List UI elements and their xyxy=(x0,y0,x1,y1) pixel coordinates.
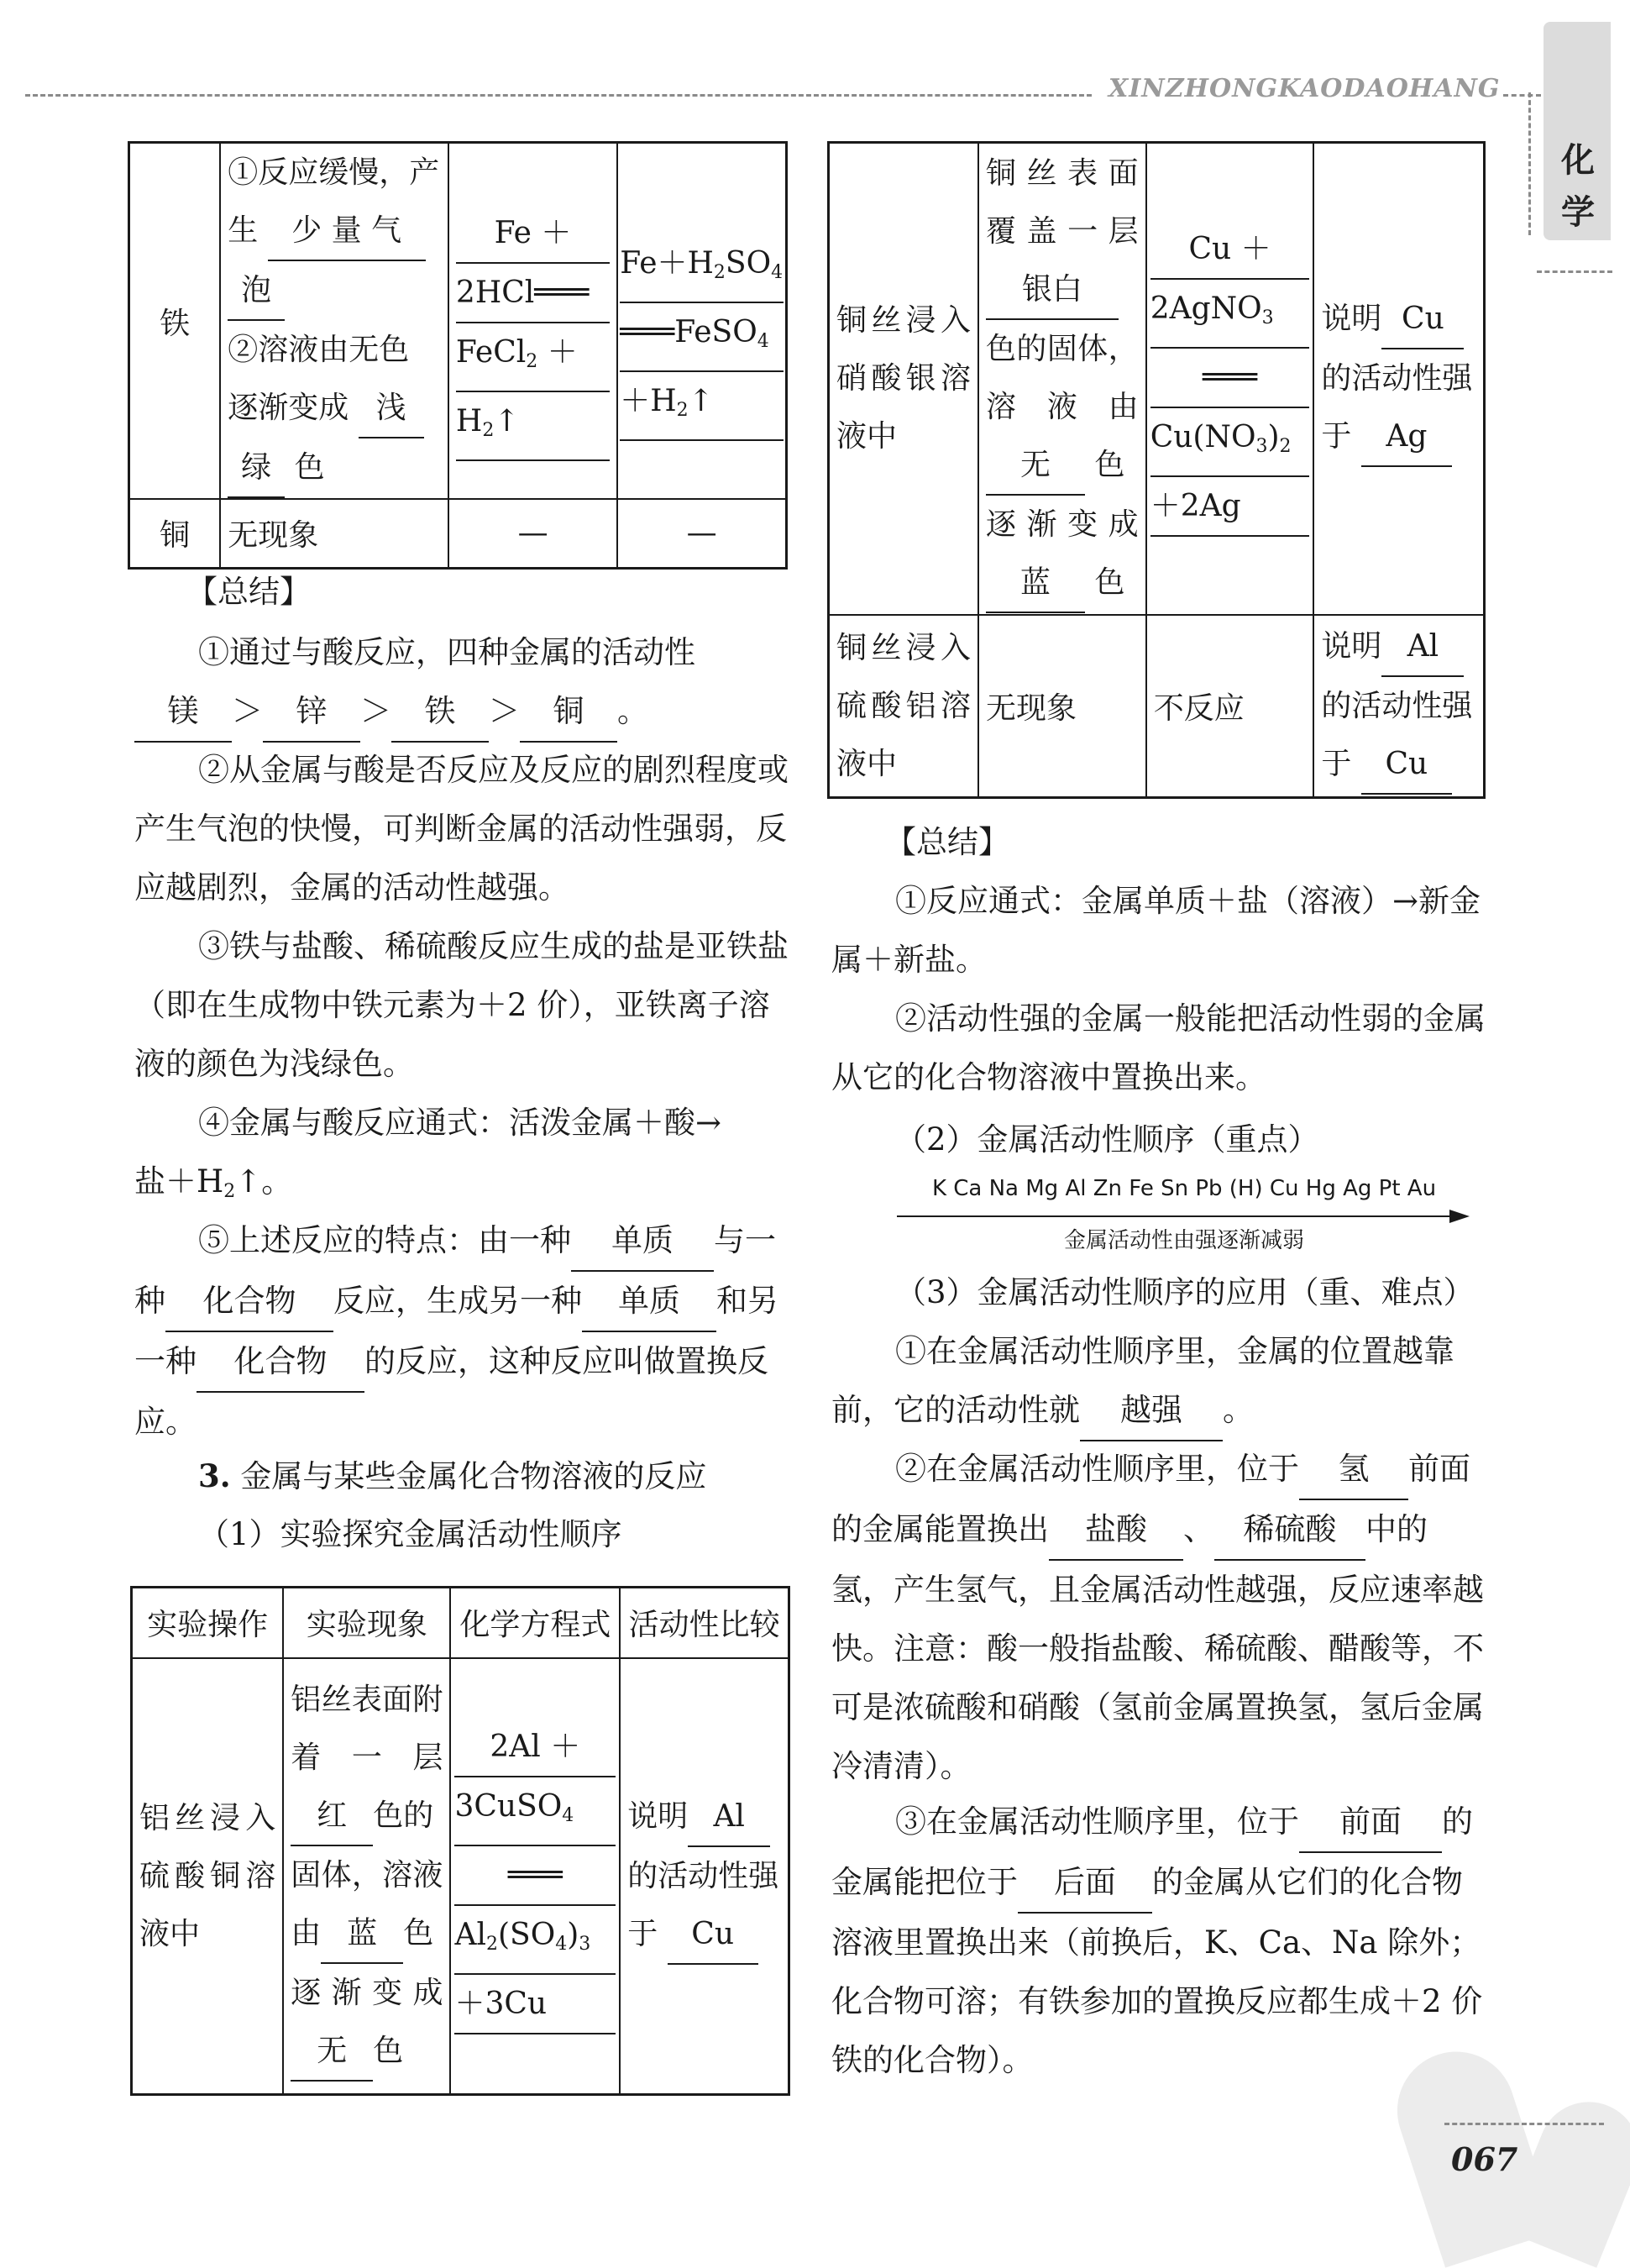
eq-sub: 2 xyxy=(486,1933,498,1955)
phen-text: 色 xyxy=(373,2033,404,2068)
phen-line: ②溶液由无色 xyxy=(228,333,410,367)
cmp-line: 的活动性强 xyxy=(1321,361,1473,396)
summary-text: 。 xyxy=(617,693,648,729)
eq-text: ) xyxy=(1267,420,1280,455)
salt-reaction-table-2 xyxy=(827,141,1486,799)
op-line: 液中 xyxy=(836,419,898,454)
section-3-title xyxy=(198,1446,706,1506)
phen-line xyxy=(228,261,441,321)
subsection-3-title: （3）金属活动性顺序的应用（重、难点） xyxy=(895,1274,1475,1310)
app-text: 中的氢，产生氢气，且金属活动性越强，反应速率越快。注意：酸一般指盐酸、稀硫酸、醋酸等，不可是浓硫酸和硝酸（氢前金属置换氢，氢后金属冷清清）。 xyxy=(831,1511,1484,1784)
cmp-text: 于 xyxy=(1321,746,1352,781)
eq-line xyxy=(454,1777,616,1846)
summary-title-right: 【总结】 xyxy=(885,824,1009,860)
phen-text: 生 xyxy=(228,213,259,248)
app-text: 、 xyxy=(1183,1511,1214,1547)
eq-text: 3CuSO xyxy=(454,1788,563,1824)
answer-blank: 铜 xyxy=(520,682,617,743)
answer-blank: 无 xyxy=(986,436,1085,496)
activity-arrow-line xyxy=(897,1215,1451,1217)
eq-text: FeCl xyxy=(455,335,527,370)
header-phenomenon: 实验现象 xyxy=(283,1588,450,1658)
answer-blank: 蓝 xyxy=(321,1904,403,1964)
app-text: ③在金属活动性顺序里，位于 xyxy=(895,1803,1299,1840)
eq-line: ＋2Ag xyxy=(1150,477,1310,537)
cmp-line xyxy=(627,1905,781,1965)
summary-item-1-blanks xyxy=(134,682,789,743)
eq-sub: 3 xyxy=(1255,436,1268,458)
section-3-subtitle: （1）实验探究金属活动性顺序 xyxy=(198,1516,622,1552)
phen-line: 固体，溶液 xyxy=(291,1857,443,1893)
page-number: 067 xyxy=(1451,2140,1518,2178)
cmp-text: 说明 xyxy=(1321,302,1382,337)
eq-text: (SO xyxy=(498,1917,556,1952)
cmp-line xyxy=(1321,617,1476,677)
eq-sub: 2 xyxy=(482,420,495,441)
answer-blank: 稀硫酸 xyxy=(1214,1500,1365,1561)
eq-text: ↑ xyxy=(494,404,520,438)
phen-text: 逐渐变成 xyxy=(228,391,349,425)
eq-sub: 2 xyxy=(526,351,538,372)
eq-text: ＋H xyxy=(620,384,677,418)
cell-metal-copper: 铜 xyxy=(129,499,221,568)
summary-sub: 2 xyxy=(223,1181,236,1202)
phen-text: 色的 xyxy=(373,1798,434,1833)
cmp-text: 说明 xyxy=(1321,628,1382,664)
eq-text: SO xyxy=(725,246,772,281)
gt-sign: ＞ xyxy=(232,693,263,729)
phen-line xyxy=(291,1904,443,1964)
eq-sub: 4 xyxy=(757,331,769,352)
phen-text: 色 xyxy=(1094,447,1125,482)
header-comparison: 活动性比较 xyxy=(620,1588,789,1658)
cell-comparison xyxy=(620,1658,789,2095)
eq-line xyxy=(1150,280,1310,349)
summary-title-left: 【总结】 xyxy=(186,574,311,610)
eq-line xyxy=(620,234,784,303)
salt-reaction-table-1 xyxy=(130,1586,790,2096)
eq-sign: ═══ xyxy=(534,276,590,310)
header-pinyin: XINZHONGKAODAOHANG xyxy=(1109,74,1501,103)
answer-blank: 绿 xyxy=(228,438,285,498)
header-operation: 实验操作 xyxy=(132,1588,284,1658)
phen-line xyxy=(291,1787,443,1846)
cell-equation xyxy=(450,1658,620,2095)
answer-blank: 单质 xyxy=(582,1272,716,1332)
cell-iron-hcl-equation xyxy=(448,143,617,500)
op-line: 硝酸银溶 xyxy=(836,361,971,396)
answer-blank: Cu xyxy=(1361,735,1452,795)
summary-text: ⑤上述反应的特点：由一种 xyxy=(198,1222,571,1258)
eq-text: Fe＋H xyxy=(620,246,714,281)
gt-sign: ＞ xyxy=(489,693,520,729)
phen-line: 逐渐变成 xyxy=(985,507,1139,542)
subsection-2-title: （2）金属活动性顺序（重点） xyxy=(895,1121,1319,1158)
phen-text: 色 xyxy=(1094,564,1125,600)
op-line: 铜丝浸入 xyxy=(836,630,971,665)
eq-text: ↑ xyxy=(688,384,714,418)
phen-line xyxy=(986,260,1139,320)
cell-comparison xyxy=(1313,615,1484,798)
eq-text: Al xyxy=(454,1917,486,1952)
summary-item-3: ③铁与盐酸、稀硫酸反应生成的盐是亚铁盐（即在生成物中铁元素为＋2 价），亚铁离子溶液的颜色为浅绿色。 xyxy=(134,928,789,1082)
summary-item-1 xyxy=(134,623,789,682)
summary-text: ①通过与酸反应，四种金属的活动性 xyxy=(198,634,695,670)
application-2 xyxy=(831,1440,1486,1796)
eq-line xyxy=(1150,408,1310,477)
right-summary-2: ②活动性强的金属一般能把活动性弱的金属从它的化合物溶液中置换出来。 xyxy=(831,1000,1486,1095)
phen-line: 着 一 层 xyxy=(291,1740,443,1775)
cell-iron-h2so4-equation xyxy=(617,143,786,500)
summary-text: ④金属与酸反应通式：活泼金属＋酸→ xyxy=(198,1105,722,1141)
cell-copper-hcl: — xyxy=(448,499,617,568)
answer-blank: 化合物 xyxy=(165,1272,333,1332)
summary-text: 的反应，这种反应叫做置换反应。 xyxy=(134,1343,768,1440)
section-title: 金属与某些金属化合物溶液的反应 xyxy=(240,1458,707,1494)
answer-blank: 蓝 xyxy=(986,554,1085,613)
phen-line: 色的固体， xyxy=(985,331,1139,366)
cmp-text: 于 xyxy=(1321,419,1352,454)
phen-line: 铜丝表面 xyxy=(985,155,1139,191)
answer-blank: Al xyxy=(688,1788,770,1847)
cell-phenomenon xyxy=(283,1658,450,2095)
activity-series-caption: 金属活动性由强逐渐减弱 xyxy=(1063,1228,1304,1253)
answer-blank: 氢 xyxy=(1299,1440,1408,1500)
eq-line xyxy=(456,323,610,392)
answer-blank: 银白 xyxy=(986,260,1119,320)
header-equation: 化学方程式 xyxy=(450,1588,620,1658)
op-line: 硫酸铜溶 xyxy=(139,1858,276,1893)
phen-line xyxy=(291,2022,443,2082)
cmp-line xyxy=(1321,407,1476,467)
activity-series: K Ca Na Mg Al Zn Fe Sn Pb (H) Cu Hg Ag Pt Au xyxy=(931,1176,1437,1201)
eq-sub: 4 xyxy=(771,262,784,283)
app-text: 的金属从它们的化合物溶液里置换出来（前换后，K、Ca、Na 除外；化合物可溶；有铁参加的置换反应都生成＋2 价铁的化合物）。 xyxy=(831,1864,1483,2078)
answer-blank: 单质 xyxy=(571,1211,714,1272)
cell-iron-phenomenon xyxy=(220,143,448,500)
cmp-line xyxy=(1321,735,1476,795)
app-text: 的金属能把位于 xyxy=(831,1803,1473,1900)
header-dashed-line-end xyxy=(1503,94,1541,97)
application-1 xyxy=(831,1322,1486,1441)
summary-text: 与一种 xyxy=(134,1222,776,1319)
summary-text: 盐＋H xyxy=(134,1163,224,1200)
answer-blank: Al xyxy=(1381,617,1464,677)
summary-text: 反应，生成另一种 xyxy=(333,1283,582,1319)
eq-sub: 3 xyxy=(579,1933,591,1955)
table-row-cu-al2so4 xyxy=(829,615,1485,798)
eq-line: Fe ＋ xyxy=(456,204,610,264)
answer-blank: 铁 xyxy=(391,682,489,743)
activity-arrow-head xyxy=(1449,1210,1470,1223)
table-row-copper xyxy=(129,499,787,568)
cell-phenomenon xyxy=(978,143,1146,615)
phen-text: 由 xyxy=(291,1915,322,1950)
acid-reaction-table xyxy=(128,141,788,570)
phen-line: 逐渐变成 xyxy=(291,1975,443,2010)
eq-line xyxy=(456,264,610,323)
phen-line xyxy=(986,554,1139,613)
phen-line xyxy=(228,438,441,498)
eq-line: ═══ xyxy=(454,1846,616,1906)
eq-text: ＋ xyxy=(537,335,578,370)
summary-text: ↑。 xyxy=(235,1163,293,1200)
answer-blank: 后面 xyxy=(1018,1853,1152,1914)
subject-label: 化学 xyxy=(1561,141,1595,232)
cell-equation: 不反应 xyxy=(1146,615,1314,798)
answer-blank: 浅 xyxy=(359,379,424,438)
eq-sub: 3 xyxy=(1261,307,1274,329)
eq-line: Cu ＋ xyxy=(1150,220,1310,280)
table-row-al-cuso4 xyxy=(132,1658,789,2095)
application-3 xyxy=(831,1793,1486,2090)
app-text: 前面的金属能置换出 xyxy=(831,1451,1470,1547)
footer-dashed-line xyxy=(1444,2123,1604,2125)
cmp-line xyxy=(1321,290,1476,349)
eq-line: 2Al ＋ xyxy=(454,1718,616,1777)
eq-line: ＋3Cu xyxy=(454,1975,616,2034)
table-header-row xyxy=(132,1588,789,1658)
cell-copper-phenomenon: 无现象 xyxy=(220,499,448,568)
phen-line: 覆盖一层 xyxy=(985,213,1139,249)
app-text: ①在金属活动性顺序里，金属的位置越靠前，它的活动性就 xyxy=(831,1333,1454,1428)
summary-item-5 xyxy=(134,1211,789,1452)
cmp-line: 的活动性强 xyxy=(1321,688,1473,723)
op-line: 铝丝浸入 xyxy=(139,1800,276,1835)
answer-blank: 前面 xyxy=(1299,1793,1442,1853)
tab-dashed-border-bottom xyxy=(1537,270,1612,273)
op-line: 硫酸铝溶 xyxy=(836,688,971,723)
cell-metal-iron: 铁 xyxy=(129,143,221,500)
cmp-text: 说明 xyxy=(627,1798,689,1834)
cell-comparison xyxy=(1313,143,1484,615)
eq-text: Cu(NO xyxy=(1150,420,1256,455)
summary-item-2: ②从金属与酸是否反应及反应的剧烈程度或产生气泡的快慢，可判断金属的活动性强弱，反应越剧烈，金属的活动性越强。 xyxy=(134,752,789,906)
eq-sub: 4 xyxy=(555,1933,568,1955)
cell-operation xyxy=(829,143,978,615)
answer-blank: 无 xyxy=(291,2022,373,2082)
eq-line xyxy=(454,1906,616,1975)
eq-line xyxy=(620,303,784,372)
phen-line: 铝丝表面附 xyxy=(291,1682,443,1717)
eq-sub: 4 xyxy=(562,1804,574,1826)
cmp-line xyxy=(627,1788,781,1847)
cell-copper-h2so4: — xyxy=(617,499,786,568)
cell-operation xyxy=(829,615,978,798)
app-text: ②在金属活动性顺序里，位于 xyxy=(895,1451,1299,1487)
phen-text: 色 xyxy=(403,1915,434,1950)
eq-line xyxy=(456,392,610,461)
eq-line: ═══ xyxy=(1150,349,1310,408)
answer-blank: Cu xyxy=(1381,290,1464,349)
cmp-text: 于 xyxy=(627,1916,658,1951)
eq-text: ═══FeSO xyxy=(620,315,757,349)
eq-sub: 2 xyxy=(1279,436,1292,458)
op-line: 液中 xyxy=(139,1916,201,1951)
summary-text: 和另一种 xyxy=(134,1283,778,1379)
app-text: 。 xyxy=(1223,1392,1254,1428)
answer-blank: 越强 xyxy=(1080,1381,1223,1441)
answer-blank: 锌 xyxy=(263,682,360,743)
answer-blank: 镁 xyxy=(134,682,232,743)
table-row-cu-agno3 xyxy=(829,143,1485,615)
cell-equation xyxy=(1146,143,1314,615)
phen-line xyxy=(228,379,441,438)
answer-blank: 红 xyxy=(291,1787,373,1846)
phen-line xyxy=(228,202,441,261)
answer-blank: Ag xyxy=(1361,407,1452,467)
answer-blank: 泡 xyxy=(228,261,285,321)
table-row-iron xyxy=(129,143,787,500)
gt-sign: ＞ xyxy=(360,693,391,729)
eq-line xyxy=(620,372,784,441)
answer-blank: Cu xyxy=(668,1905,758,1965)
header-dashed-line xyxy=(25,94,1092,97)
cell-operation xyxy=(132,1658,284,2095)
eq-text: H xyxy=(455,404,483,438)
op-line: 液中 xyxy=(836,746,898,781)
answer-blank: 化合物 xyxy=(197,1332,364,1393)
eq-sub: 2 xyxy=(676,400,689,421)
eq-text: 2AgNO xyxy=(1150,291,1262,327)
phen-text: 色 xyxy=(294,450,325,485)
tab-dashed-border xyxy=(1528,92,1531,235)
eq-sub: 2 xyxy=(713,262,726,283)
op-line: 铜丝浸入 xyxy=(836,303,971,339)
section-number: 3. xyxy=(198,1457,231,1494)
phen-line: 溶 液 由 xyxy=(985,389,1139,424)
phen-line xyxy=(986,436,1139,496)
answer-blank: 盐酸 xyxy=(1049,1500,1183,1561)
right-summary-1: ①反应通式：金属单质＋盐（溶液）→新金属＋新盐。 xyxy=(831,883,1481,978)
phen-line: ①反应缓慢，产 xyxy=(228,155,440,190)
eq-text: 2HCl xyxy=(455,276,535,310)
summary-item-4 xyxy=(134,1094,789,1221)
cmp-line: 的活动性强 xyxy=(627,1858,779,1893)
cell-phenomenon: 无现象 xyxy=(978,615,1146,798)
answer-blank: 少 量 气 xyxy=(268,202,426,261)
eq-text: ) xyxy=(567,1917,579,1952)
